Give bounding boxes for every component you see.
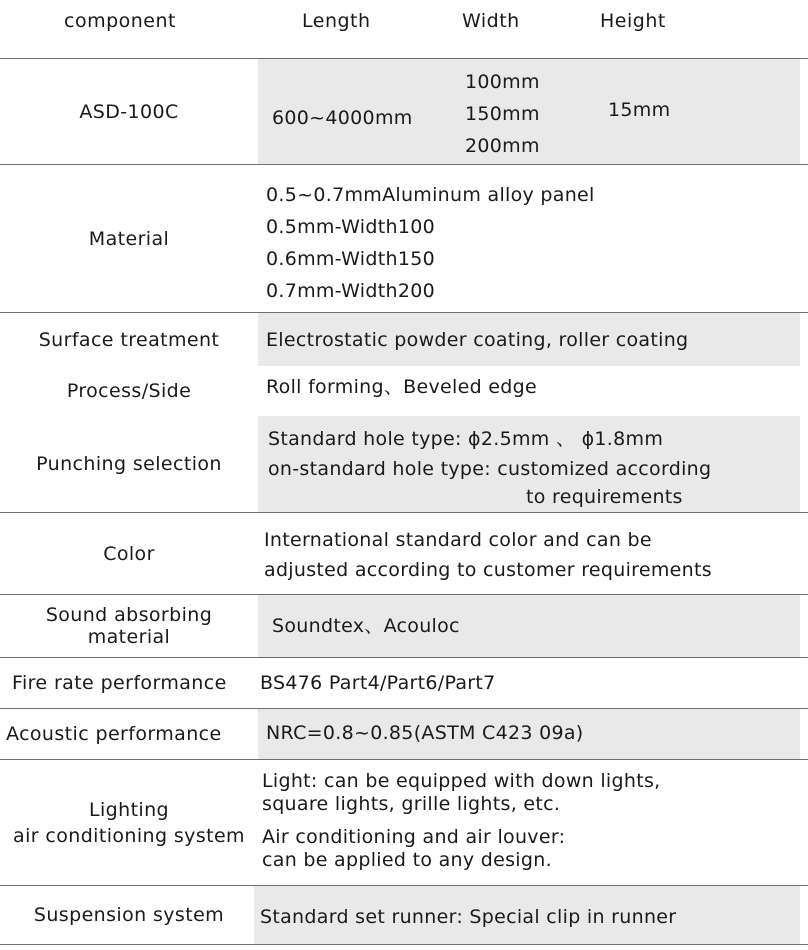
row-value xyxy=(258,513,800,594)
header-length: Length xyxy=(302,10,371,32)
value-line: Soundtex、Acouloc xyxy=(272,615,460,637)
table-row-material xyxy=(0,165,808,312)
row-value xyxy=(258,416,800,512)
table-row-process-side xyxy=(0,366,808,416)
row-label: Punching selection xyxy=(36,453,222,475)
value-line: adjusted according to customer requirements xyxy=(264,559,712,581)
row-value xyxy=(258,709,800,759)
row-label: Suspension system xyxy=(33,904,225,926)
value-line: 0.5~0.7mmAluminum alloy panel xyxy=(266,184,595,206)
table-row-lighting-air-conditioning xyxy=(0,760,808,885)
value-line: NRC=0.8~0.85(ASTM C423 09a) xyxy=(266,722,584,744)
value-line: 0.5mm-Width100 xyxy=(266,216,435,238)
row-label: Color xyxy=(103,542,155,565)
row-value xyxy=(258,595,800,657)
table-row-sound-absorbing-material xyxy=(0,595,808,657)
label-line: Sound absorbing xyxy=(45,604,213,626)
row-label: Material xyxy=(88,227,170,250)
table-row-suspension-system xyxy=(0,886,808,944)
row-value xyxy=(254,886,800,944)
value-line: Air conditioning and air louver: xyxy=(262,826,566,848)
table-row-color xyxy=(0,513,808,594)
value-line: Roll forming、Beveled edge xyxy=(266,376,537,398)
table-row-acoustic-performance xyxy=(0,709,808,759)
row-label xyxy=(0,595,258,657)
height-value: 15mm xyxy=(608,99,671,121)
label-line: air conditioning system xyxy=(13,824,245,847)
value-line: Electrostatic powder coating, roller coating xyxy=(266,329,689,351)
row-label: Surface treatment xyxy=(38,328,220,351)
value-line: Light: can be equipped with down lights, xyxy=(262,770,661,792)
value-line: square lights, grille lights, etc. xyxy=(262,793,561,815)
row-value xyxy=(258,760,800,885)
value-line: 0.7mm-Width200 xyxy=(266,280,435,302)
row-value xyxy=(258,165,800,312)
row-label xyxy=(0,760,258,885)
header-width: Width xyxy=(462,10,520,32)
table-row-asd-100c xyxy=(0,59,808,164)
table-row-punching-selection xyxy=(0,416,808,512)
row-value xyxy=(258,658,800,708)
row-label: Process/Side xyxy=(66,380,192,402)
header-height: Height xyxy=(600,10,666,32)
row-value xyxy=(258,366,800,416)
table-row-fire-rate-performance xyxy=(0,658,808,708)
width-value: 150mm xyxy=(465,103,540,125)
value-line: can be applied to any design. xyxy=(262,849,552,871)
table-header xyxy=(0,0,808,58)
row-label: Fire rate performance xyxy=(12,672,227,694)
label-line: material xyxy=(87,626,171,648)
value-line: Standard set runner: Special clip in runner xyxy=(260,906,677,928)
width-value: 100mm xyxy=(465,71,540,93)
row-value xyxy=(258,313,800,366)
table-row-surface-treatment xyxy=(0,313,808,366)
label-line: Lighting xyxy=(89,798,169,821)
length-value: 600~4000mm xyxy=(272,107,413,129)
row-value xyxy=(258,59,800,164)
value-line: BS476 Part4/Part6/Part7 xyxy=(260,672,496,694)
header-component: component xyxy=(64,10,176,32)
row-label: Acoustic performance xyxy=(6,723,222,745)
value-line: to requirements xyxy=(526,486,683,508)
row-label: ASD-100C xyxy=(79,100,179,123)
divider xyxy=(0,944,808,945)
value-line: on-standard hole type: customized according xyxy=(268,458,712,480)
value-line: International standard color and can be xyxy=(264,529,652,551)
width-value: 200mm xyxy=(465,135,540,157)
value-line: Standard hole type: ϕ2.5mm 、 ϕ1.8mm xyxy=(268,428,664,450)
value-line: 0.6mm-Width150 xyxy=(266,248,435,270)
